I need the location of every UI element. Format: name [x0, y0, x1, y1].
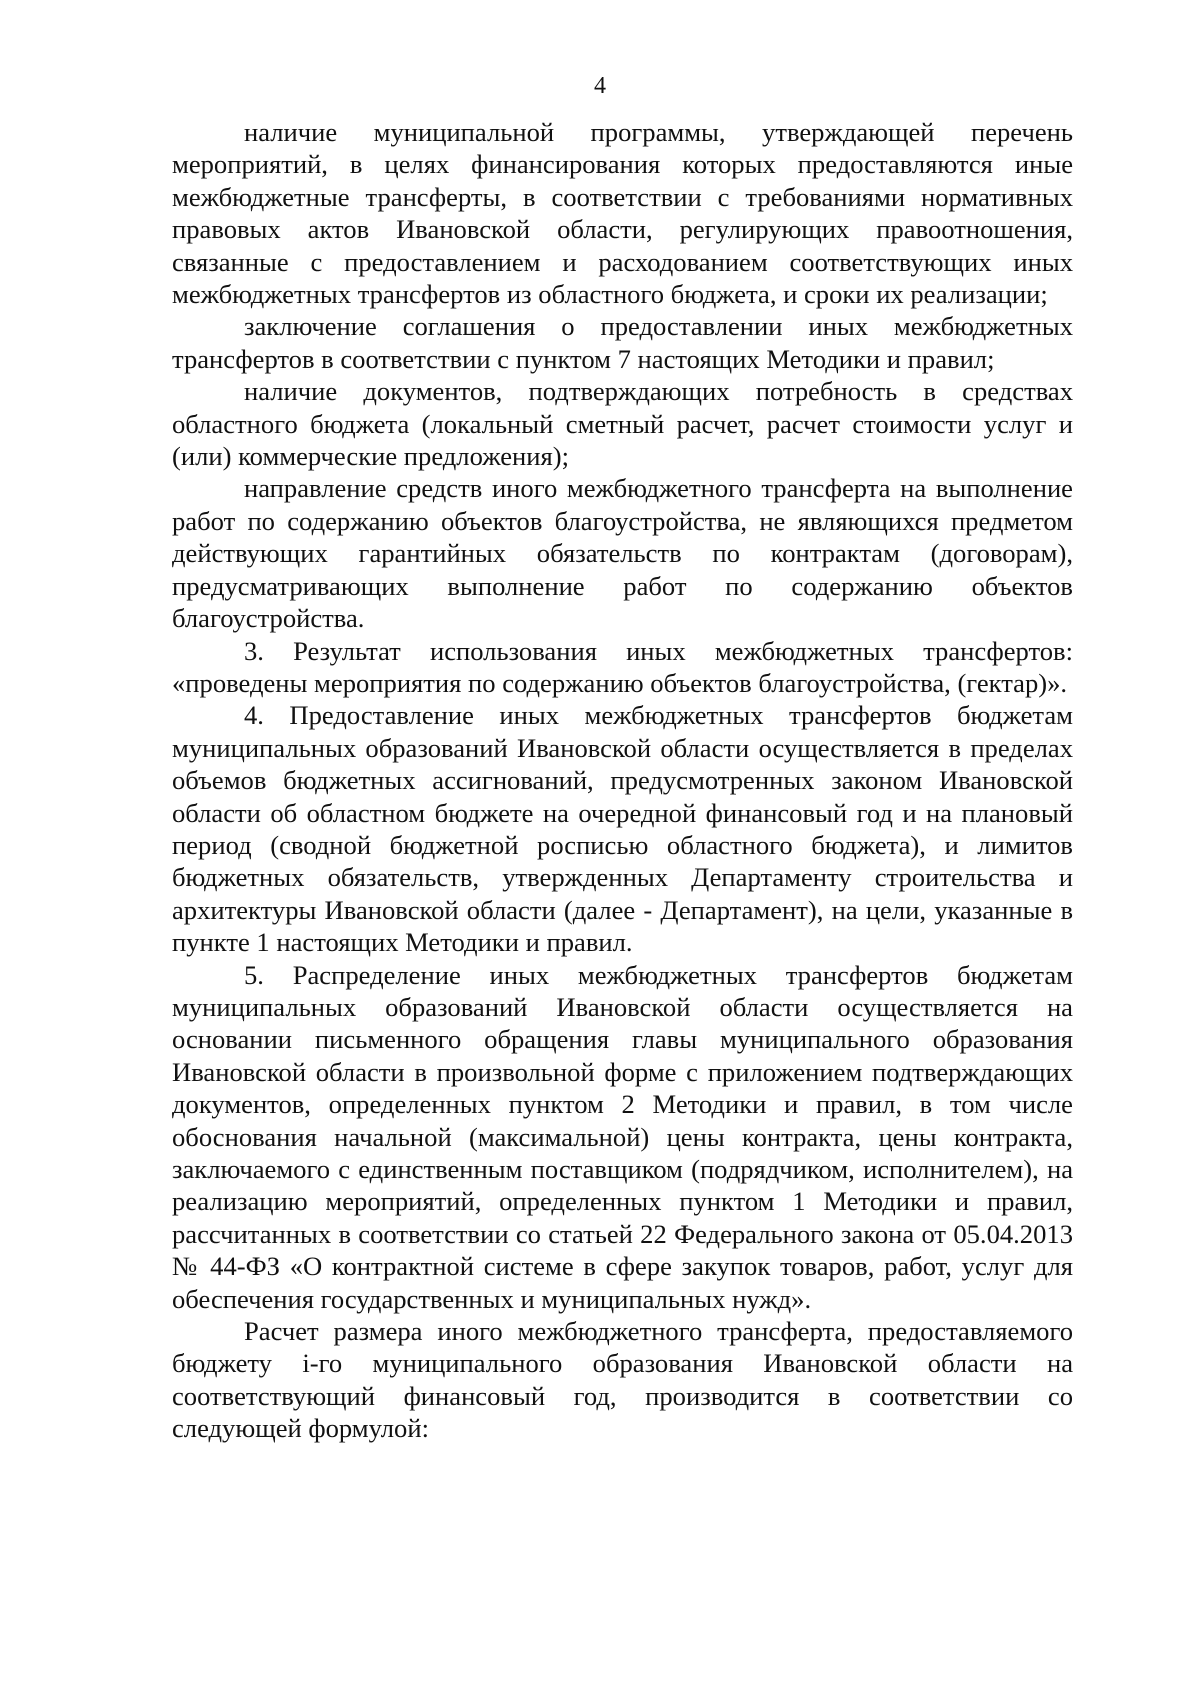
paragraph-municipal-program-condition: наличие муниципальной программы, утверждающей перечень мероприятий, в целях финансирования которых предоставляются иные межбюджетные трансферты, в соответствии с требованиями нормативных правовых актов Ивановской области, регулирующих правоотношения, связанные с предоставлением и расходованием соответствующих иных межбюджетных трансфертов из областного бюджета, и сроки их реализации; — [172, 117, 1073, 310]
paragraph-agreement-condition: заключение соглашения о предоставлении иных межбюджетных трансфертов в соответствии с пунктом 7 настоящих Методики и правил; — [172, 311, 1073, 374]
page-number: 4 — [594, 73, 606, 99]
paragraph-section-3-result: 3. Результат использования иных межбюджетных трансфертов: «проведены мероприятия по содержанию объектов благоустройства, (гектар)». — [172, 635, 1073, 698]
paragraph-section-4-provision: 4. Предоставление иных межбюджетных трансфертов бюджетам муниципальных образований Ивановской области осуществляется в пределах объемов бюджетных ассигнований, предусмотренных законом Ивановской области об областном бюджете на очередной финансовый год и на плановый период (сводной бюджетной росписью областного бюджета), и лимитов бюджетных обязательств, утвержденных Департаменту строительства и архитектуры Ивановской области (далее - Департамент), на цели, указанные в пункте 1 настоящих Методики и правил. — [172, 700, 1073, 958]
paragraph-calculation-formula-intro: Расчет размера иного межбюджетного трансферта, предоставляемого бюджету i-го муниципального образования Ивановской области на соответствующий финансовый год, производится в соответствии со следующей формулой: — [172, 1316, 1073, 1444]
paragraph-documents-condition: наличие документов, подтверждающих потребность в средствах областного бюджета (локальный сметный расчет, расчет стоимости услуг и (или) коммерческие предложения); — [172, 376, 1073, 472]
document-body — [172, 116, 1073, 1445]
paragraph-funds-direction-condition: направление средств иного межбюджетного трансферта на выполнение работ по содержанию объектов благоустройства, не являющихся предметом действующих гарантийных обязательств по контрактам (договорам), предусматривающих выполнение работ по содержанию объектов благоустройства. — [172, 473, 1073, 634]
paragraph-section-5-distribution: 5. Распределение иных межбюджетных трансфертов бюджетам муниципальных образований Ивановской области осуществляется на основании письменного обращения главы муниципального образования Ивановской области в произвольной форме с приложением подтверждающих документов, определенных пунктом 2 Методики и правил, в том числе обоснования начальной (максимальной) цены контракта, цены контракта, заключаемого с единственным поставщиком (подрядчиком, исполнителем), на реализацию мероприятий, определенных пунктом 1 Методики и правил, рассчитанных в соответствии со статьей 22 Федерального закона от 05.04.2013 № 44-ФЗ «О контрактной системе в сфере закупок товаров, работ, услуг для обеспечения государственных и муниципальных нужд». — [172, 959, 1073, 1314]
